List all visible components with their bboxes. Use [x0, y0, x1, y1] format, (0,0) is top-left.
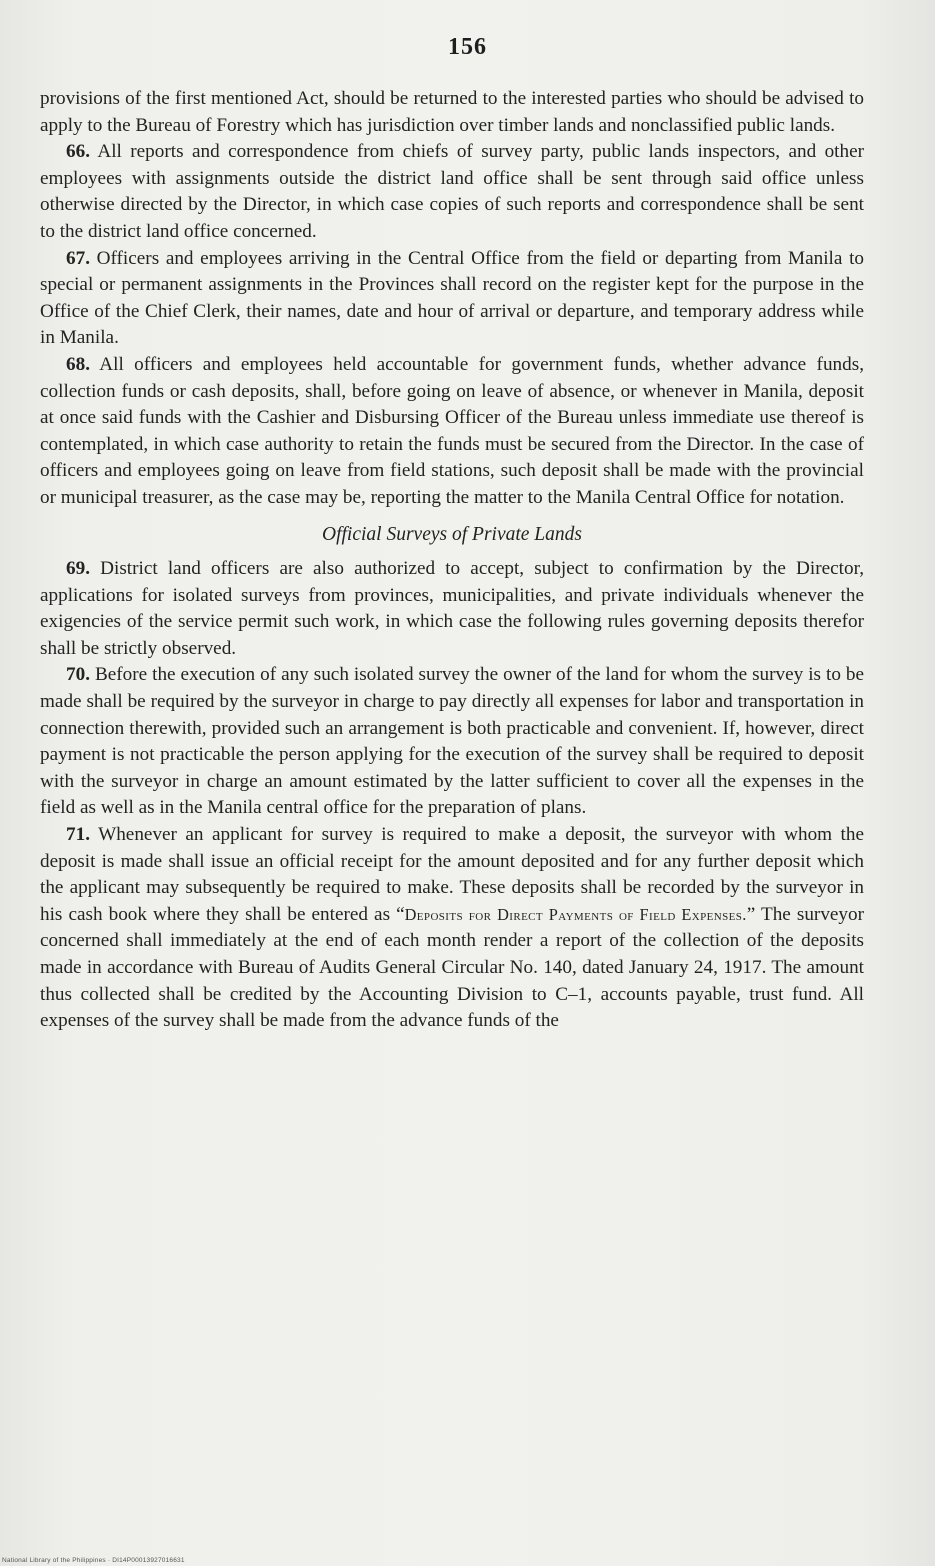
section-heading: Official Surveys of Private Lands	[322, 523, 582, 545]
paragraph-text: District land officers are also authorized to accept, subject to confirmation by the Director, applications for isolated surveys from provinces, municipalities, and private individuals whenever the exigencies of the service permit such work, in which case the following rules governing deposits therefor shall be strictly observed.	[40, 558, 864, 659]
paragraph-text: Officers and employees arriving in the Central Office from the field or departing from Manila to special or permanent assignments in the Provinces shall record on the register kept for the purpose in the Office of the Chief Clerk, their names, date and hour of arrival or departure, and temporary address while in Manila.	[40, 247, 864, 349]
paragraph-text: ” The surveyor concerned shall immediately at the end of each month render a report of the collection of the deposits made in accordance with Bureau of Audits General Circular No. 140, dated January 24, 1917. The amount thus collected shall be credited by the Accounting Division to C–1, accounts payable, trust fund. All expenses of the survey shall be made from the advance funds of the	[40, 903, 865, 1032]
paragraph-text: All officers and employees held accountable for government funds, whether advance funds, collection funds or cash deposits, shall, before going on leave of absence, or whenever in Manila, deposit at once said funds with the Cashier and Disbursing Officer of the Bureau unless immediate use thereof is contemplated, in which case authority to retain the funds must be secured from the Director. In the case of officers and employees going on leave from field stations, such deposit shall be made with the provincial or municipal treasurer, as the case may be, reporting the matter to the Manila Central Office for notation.	[40, 353, 864, 508]
paragraph-68	[40, 352, 864, 512]
paragraph-number: 69.	[66, 558, 90, 580]
paragraph-66	[40, 139, 864, 245]
paragraph-text: provisions of the first mentioned Act, should be returned to the interested parties who should be advised to apply to the Bureau of Forestry which has jurisdiction over timber lands and nonclassified public lands.	[40, 88, 864, 136]
paragraph-69	[40, 556, 864, 662]
paragraph-number: 68.	[66, 353, 90, 375]
paragraph-71	[40, 822, 864, 1035]
paragraph-text: Before the execution of any such isolated survey the owner of the land for whom the survey is to be made shall be required by the surveyor in charge to pay directly all expenses for labor and transportation in connection therewith, provided such an arrangement is both practicable and convenient. If, however, direct payment is not practicable the person applying for the execution of the survey shall be required to deposit with the surveyor in charge an amount estimated by the latter sufficient to cover all the expenses in the field as well as in the Manila central office for the preparation of plans.	[40, 664, 864, 819]
paragraph-70	[40, 662, 864, 822]
paragraph-number: 67.	[66, 247, 90, 269]
paragraph-continued	[40, 86, 864, 139]
paragraph-number: 66.	[66, 141, 90, 163]
paragraph-text: All reports and correspondence from chiefs of survey party, public lands inspectors, and other employees with assignments outside the district land office shall be sent through said office unless otherwise directed by the Director, in which case copies of such reports and correspondence shall be sent to the district land office concerned.	[40, 141, 864, 242]
paragraph-number: 71.	[66, 824, 90, 846]
page-number: 156	[448, 34, 487, 60]
library-footer: National Library of the Philippines · DI14P00013927016631	[2, 1557, 185, 1564]
paragraph-number: 70.	[66, 664, 90, 686]
small-caps-text: Deposits for Direct Payments of Field Expenses.	[404, 904, 747, 924]
paragraph-67	[40, 246, 864, 352]
body-text	[40, 86, 864, 1035]
paragraph-text: Whenever an applicant for survey is required to make a deposit, the surveyor with whom the deposit is made shall issue an official receipt for the amount deposited and for any further deposit which the applicant may subsequently be required to make. These deposits shall be recorded by the surveyor in his cash book where they shall be entered as “	[40, 824, 864, 925]
